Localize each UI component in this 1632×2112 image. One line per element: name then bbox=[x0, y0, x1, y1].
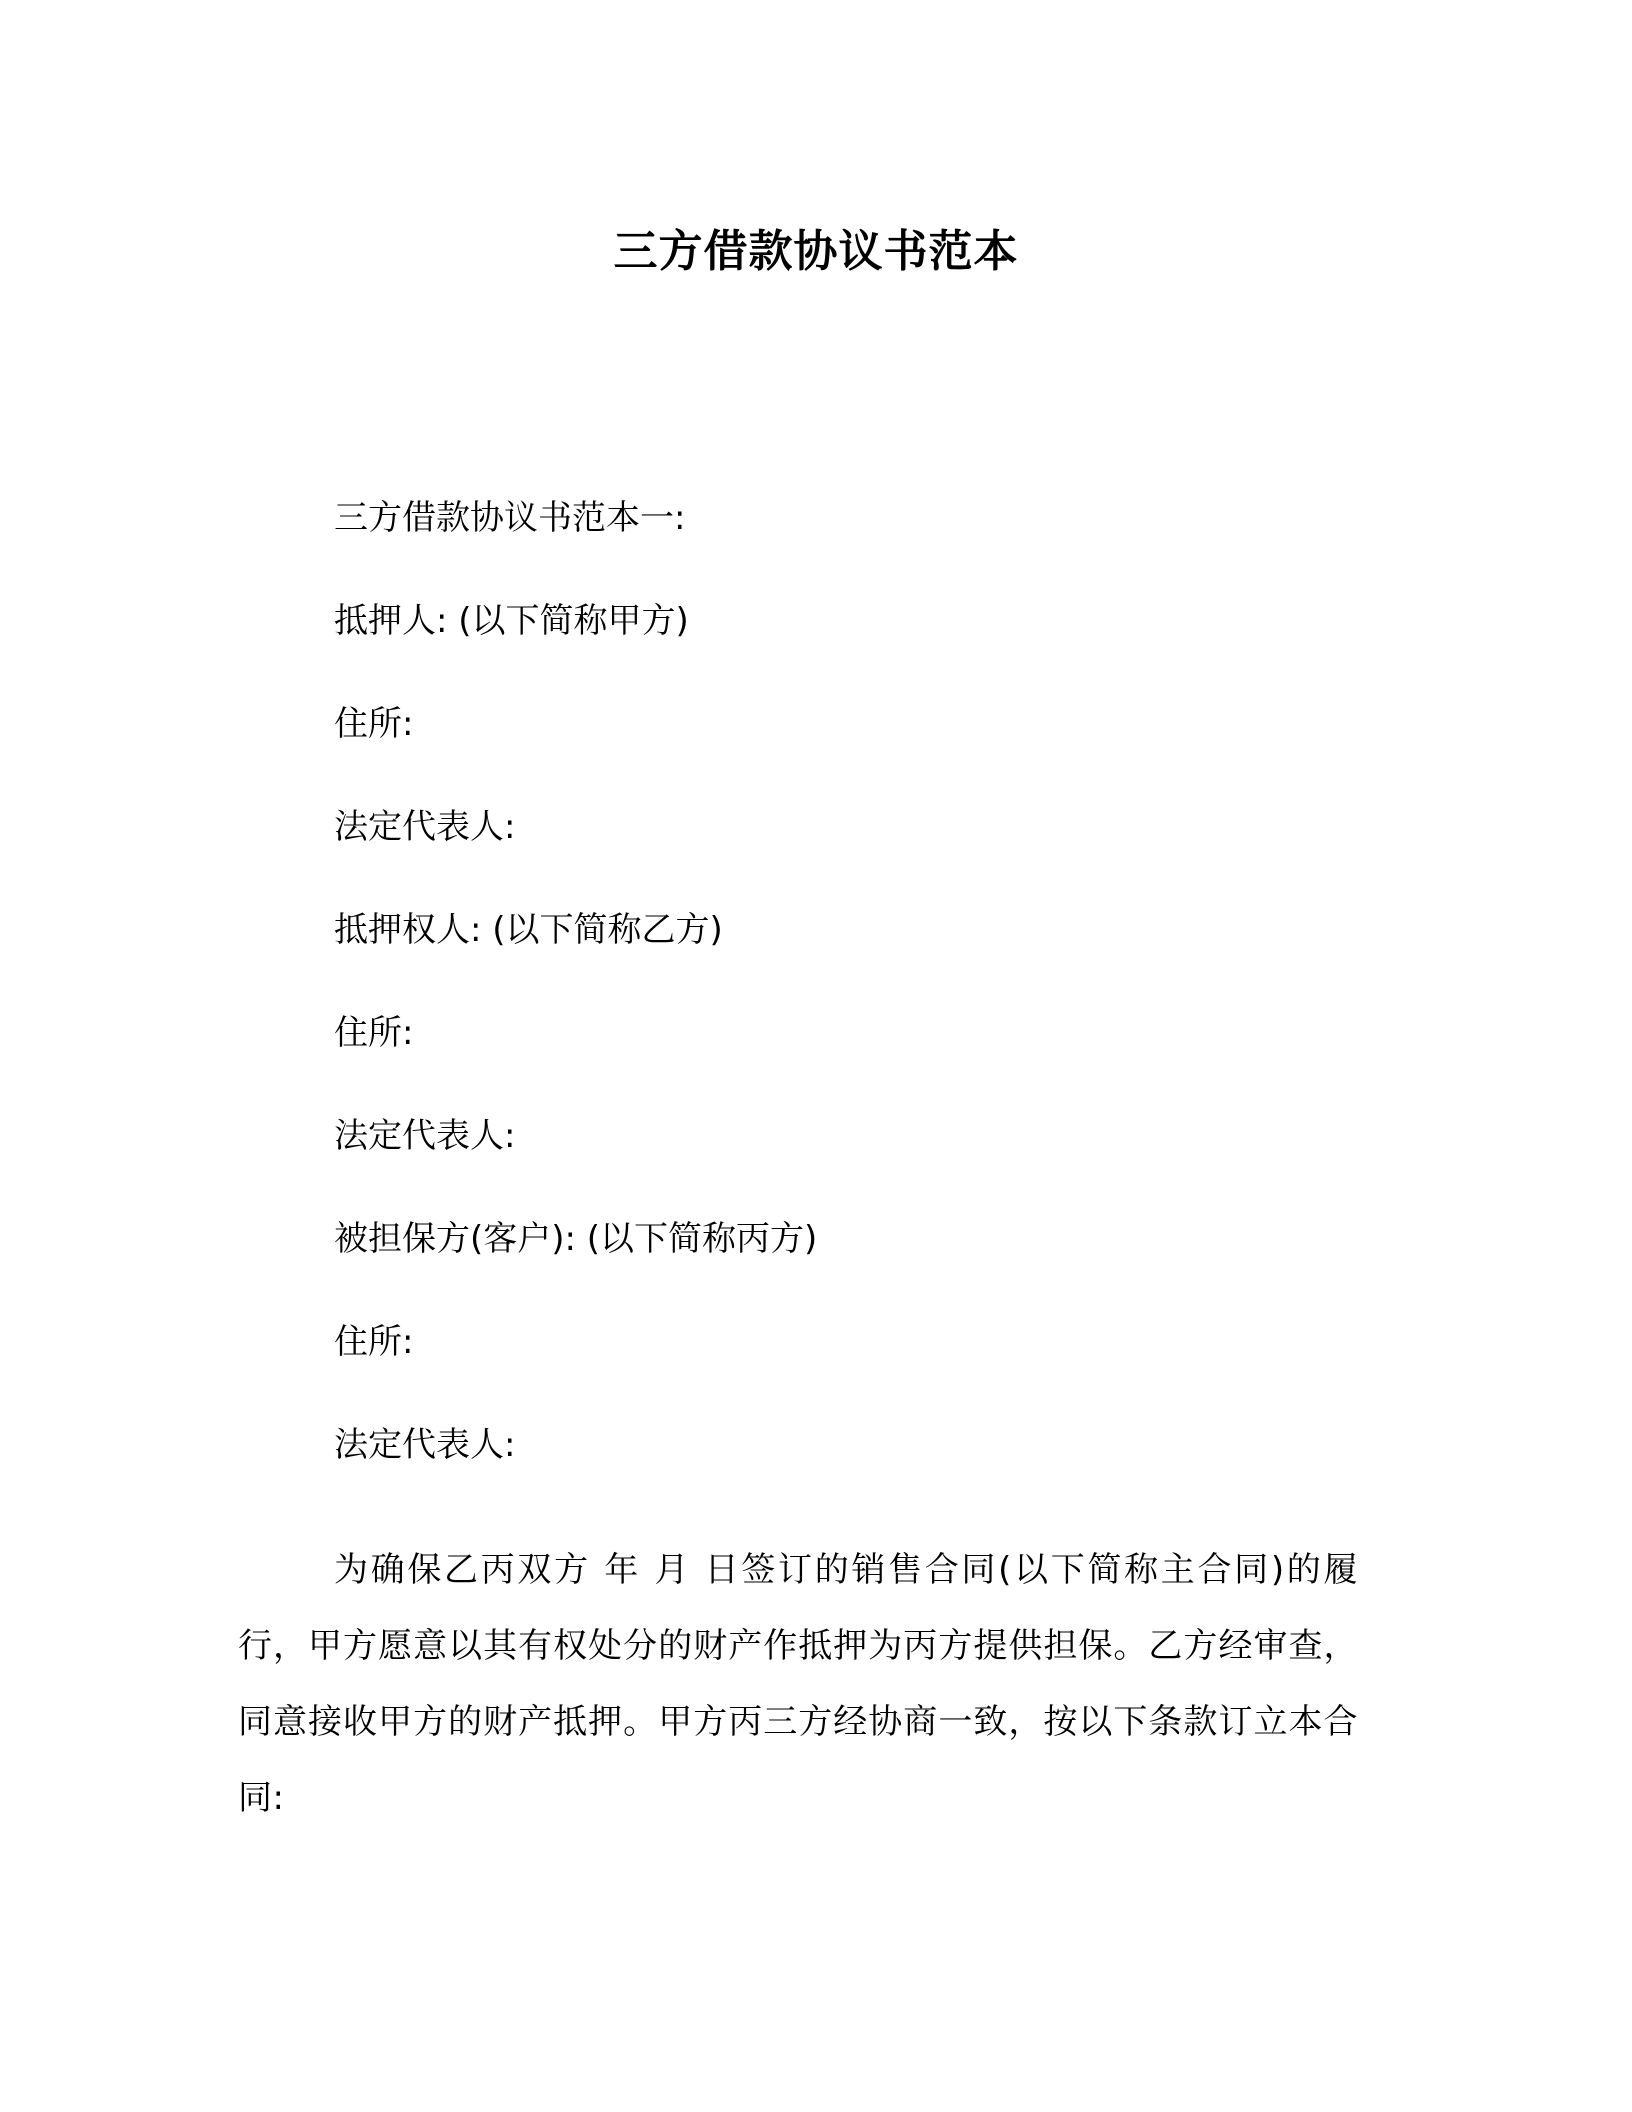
mortgagor-address-line: 住所: bbox=[334, 704, 414, 744]
document-title: 三方借款协议书范本 bbox=[613, 226, 1019, 277]
mortgagee-address-line: 住所: bbox=[334, 1013, 414, 1053]
mortgagee-representative-line: 法定代表人: bbox=[334, 1116, 516, 1156]
agreement-paragraph: 为确保乙丙双方 年 月 日签订的销售合同(以下简称主合同)的履行，甲方愿意以其有权处分的财产作抵押为丙方提供担保。乙方经审查，同意接收甲方的财产抵押。甲方丙三方经协商一致，按以下条款订立本合同: bbox=[238, 1550, 1358, 1818]
mortgagee-line: 抵押权人: (以下简称乙方) bbox=[334, 910, 723, 950]
guaranteed-party-representative-line: 法定代表人: bbox=[334, 1425, 516, 1465]
mortgagor-line: 抵押人: (以下简称甲方) bbox=[334, 601, 689, 641]
guaranteed-party-line: 被担保方(客户): (以下简称丙方) bbox=[334, 1219, 818, 1259]
guaranteed-party-address-line: 住所: bbox=[334, 1322, 414, 1362]
mortgagor-representative-line: 法定代表人: bbox=[334, 807, 516, 847]
section-heading: 三方借款协议书范本一: bbox=[334, 498, 686, 538]
